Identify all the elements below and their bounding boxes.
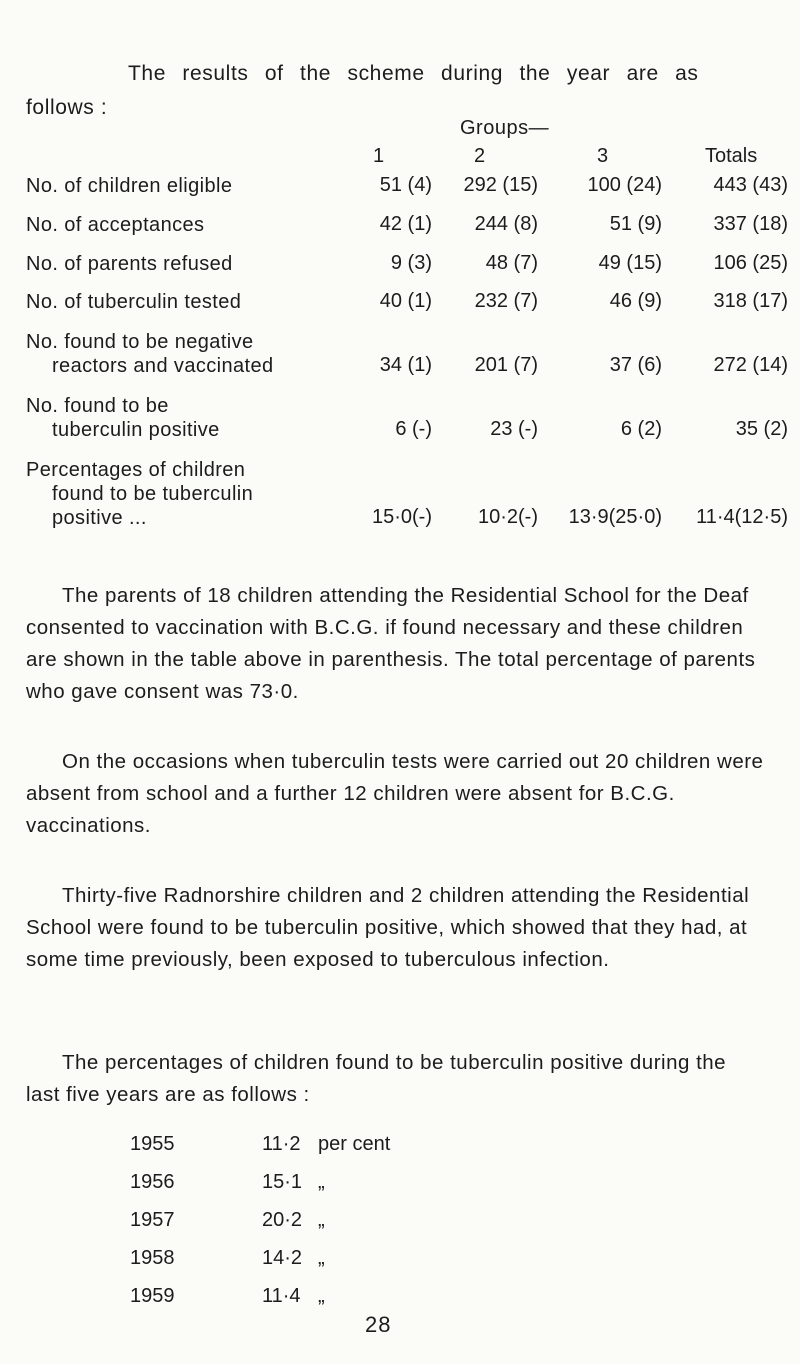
table-cell: 272 (14) <box>713 354 788 376</box>
table-cell: 15·0(-) <box>371 506 432 528</box>
table-cell: 34 (1) <box>379 354 432 376</box>
table-cell: 201 (7) <box>474 354 538 376</box>
list-item: 1956 15·1 „ <box>130 1171 325 1193</box>
column-header-3: 3 <box>597 145 609 167</box>
table-cell: 443 (43) <box>713 174 788 196</box>
table-cell: 51 (4) <box>379 174 432 196</box>
table-cell: 51 (9) <box>609 213 662 235</box>
intro-line-2: follows : <box>26 96 108 119</box>
paragraph-five-years: The percentages of children found to be tuberculin positive during the last five years are as follows : <box>26 1051 727 1106</box>
table-cell: 11·4(12·5) <box>696 506 788 528</box>
table-cell: 100 (24) <box>587 174 662 196</box>
row-label-tuberculin-positive: No. found to be tuberculin positive <box>26 395 220 441</box>
table-cell: 46 (9) <box>609 290 662 312</box>
row-label-tuberculin-tested: No. of tuberculin tested <box>26 291 242 313</box>
table-cell: 292 (15) <box>463 174 538 196</box>
table-cell: 35 (2) <box>735 418 788 440</box>
paragraph-deaf-school: The parents of 18 children attending the Residential School for the Deaf consented to vaccination with B.C.G. if found necessary and these children are shown in the table above in parenthesis. The total percentage of parents who gave consent was 73·0. <box>26 584 756 703</box>
table-cell: 6 (-) <box>395 418 432 440</box>
table-cell: 13·9(25·0) <box>568 506 662 528</box>
table-cell: 318 (17) <box>713 290 788 312</box>
row-label-negative-reactors: No. found to be negative reactors and vaccinated <box>26 331 274 377</box>
table-cell: 106 (25) <box>713 252 788 274</box>
table-cell: 337 (18) <box>713 213 788 235</box>
column-header-totals: Totals <box>705 145 758 167</box>
table-cell: 244 (8) <box>474 213 538 235</box>
table-cell: 10·2(-) <box>477 506 538 528</box>
table-cell: 232 (7) <box>474 290 538 312</box>
column-header-1: 1 <box>373 145 385 167</box>
row-label-acceptances: No. of acceptances <box>26 214 205 236</box>
table-cell: 23 (-) <box>490 418 538 440</box>
list-item: 1958 14·2 „ <box>130 1247 325 1269</box>
page-number: 28 <box>365 1312 392 1337</box>
list-item: 1959 11·4 „ <box>130 1285 325 1307</box>
table-cell: 40 (1) <box>379 290 432 312</box>
groups-heading: Groups— <box>460 117 550 139</box>
list-item: 1955 11·2 per cent <box>130 1133 391 1155</box>
row-label-eligible: No. of children eligible <box>26 175 233 197</box>
table-cell: 6 (2) <box>620 418 662 440</box>
paragraph-absences: On the occasions when tuberculin tests were carried out 20 children were absent from school and a further 12 children were absent for B.C.G. vaccinations. <box>26 750 764 837</box>
row-label-parents-refused: No. of parents refused <box>26 253 233 275</box>
table-cell: 42 (1) <box>379 213 432 235</box>
column-header-2: 2 <box>474 145 486 167</box>
paragraph-radnorshire: Thirty-five Radnorshire children and 2 children attending the Residential School were found to be tuberculin positive, which showed that they had, at some time previously, been exposed to tuberculous infection. <box>26 884 750 971</box>
table-cell: 49 (15) <box>598 252 662 274</box>
list-item: 1957 20·2 „ <box>130 1209 325 1231</box>
row-label-percentages: Percentages of children found to be tuberculin positive ... <box>26 459 254 529</box>
table-cell: 48 (7) <box>485 252 538 274</box>
intro-line-1: The results of the scheme during the year are as <box>128 62 699 85</box>
table-cell: 9 (3) <box>390 252 432 274</box>
table-cell: 37 (6) <box>609 354 662 376</box>
